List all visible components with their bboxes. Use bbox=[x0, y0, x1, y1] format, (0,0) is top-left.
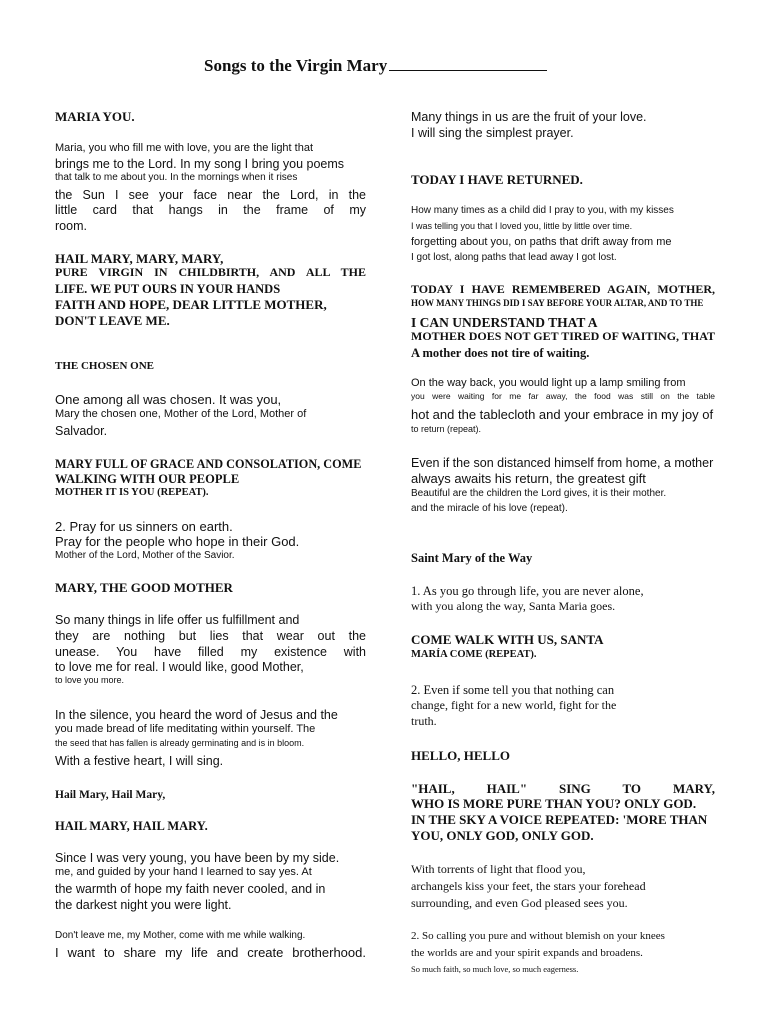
text-line: to return (repeat). bbox=[411, 424, 482, 434]
text-line: surrounding, and even God pleased sees you. bbox=[411, 896, 628, 910]
text-line: HOW MANY THINGS DID I SAY BEFORE YOUR ALTAR, AND TO THE bbox=[411, 298, 704, 308]
text-line: Many things in us are the fruit of your love. bbox=[411, 110, 647, 124]
text-line: I was telling you that I loved you, little by little over time. bbox=[411, 221, 633, 231]
text-line: On the way back, you would light up a lamp smiling from bbox=[411, 377, 686, 389]
text-line: Maria, you who fill me with love, you are the light that bbox=[55, 142, 314, 154]
text-line: with you along the way, Santa Maria goes. bbox=[411, 599, 616, 613]
text-line: you were waiting for me far away, the food was still on the table bbox=[411, 392, 715, 401]
text-line: PURE VIRGIN IN CHILDBIRTH, AND ALL THE bbox=[55, 266, 366, 279]
text-line: the worlds are and your spirit expands and broadens. bbox=[411, 947, 643, 959]
text-line: the darkest night you were light. bbox=[55, 898, 232, 912]
text-line: and the miracle of his love (repeat). bbox=[411, 503, 568, 514]
text-line: brings me to the Lord. In my song I bring you poems bbox=[55, 157, 345, 171]
text-line: Hail Mary, Hail Mary, bbox=[55, 789, 166, 801]
text-line: me, and guided by your hand I learned to say yes. At bbox=[55, 866, 312, 878]
text-line: always awaits his return, the greatest gift bbox=[411, 471, 646, 486]
text-line: Beautiful are the children the Lord gives, it is their mother. bbox=[411, 488, 667, 499]
text-line: THE CHOSEN ONE bbox=[55, 360, 155, 372]
text-line: Mary the chosen one, Mother of the Lord, Mother of bbox=[55, 408, 307, 420]
text-line: MARIA YOU. bbox=[55, 109, 135, 124]
text-line: they are nothing but lies that wear out the bbox=[55, 629, 366, 643]
text-line: MOTHER IT IS YOU (REPEAT). bbox=[55, 487, 209, 498]
text-line: hot and the tablecloth and your embrace in my joy of bbox=[411, 407, 714, 422]
text-line: Pray for the people who hope in their God. bbox=[55, 534, 300, 549]
text-line: 1. As you go through life, you are never alone, bbox=[411, 584, 644, 598]
text-line: HELLO, HELLO bbox=[411, 748, 510, 763]
text-line: So much faith, so much love, so much eagerness. bbox=[411, 964, 579, 974]
text-line: unease. You have filled my existence with bbox=[55, 645, 366, 659]
text-line: MARÍA COME (REPEAT). bbox=[411, 649, 537, 660]
text-line: TODAY I HAVE REMEMBERED AGAIN, MOTHER, bbox=[411, 283, 715, 296]
text-line: Don't leave me, my Mother, come with me while walking. bbox=[55, 930, 306, 941]
text-line: MARY, THE GOOD MOTHER bbox=[55, 580, 233, 595]
text-line: MOTHER DOES NOT GET TIRED OF WAITING, THAT bbox=[411, 330, 715, 343]
text-line: HAIL MARY, MARY, MARY, bbox=[55, 251, 224, 266]
text-line: little card that hangs in the frame of my bbox=[55, 203, 366, 217]
text-line: WALKING WITH OUR PEOPLE bbox=[55, 472, 240, 486]
text-line: One among all was chosen. It was you, bbox=[55, 392, 282, 407]
text-line: How many times as a child did I pray to you, with my kisses bbox=[411, 205, 674, 216]
text-line: 2. Pray for us sinners on earth. bbox=[55, 519, 233, 534]
text-line: DON'T LEAVE ME. bbox=[55, 313, 170, 328]
text-line: I want to share my life and create brotherhood. bbox=[55, 946, 366, 960]
page-title bbox=[204, 56, 547, 76]
text-line: change, fight for a new world, fight for the bbox=[411, 698, 617, 712]
title-underline bbox=[389, 56, 547, 71]
text-line: forgetting about you, on paths that drift away from me bbox=[411, 236, 672, 248]
text-line: I got lost, along paths that lead away I got lost. bbox=[411, 252, 617, 263]
text-line: YOU, ONLY GOD, ONLY GOD. bbox=[411, 828, 594, 843]
text-line: With a festive heart, I will sing. bbox=[55, 754, 224, 768]
text-line: to love me for real. I would like, good Mother, bbox=[55, 660, 304, 674]
text-line: In the silence, you heard the word of Jesus and the bbox=[55, 708, 338, 722]
text-line: With torrents of light that flood you, bbox=[411, 862, 586, 876]
text-line: I will sing the simplest prayer. bbox=[411, 126, 574, 140]
text-line: room. bbox=[55, 219, 87, 233]
text-line: "HAIL, HAIL" SING TO MARY, bbox=[411, 782, 715, 796]
text-line: MARY FULL OF GRACE AND CONSOLATION, COME bbox=[55, 457, 362, 471]
text-line: So many things in life offer us fulfillment and bbox=[55, 613, 300, 627]
text-line: archangels kiss your feet, the stars your forehead bbox=[411, 879, 646, 893]
text-line: TODAY I HAVE RETURNED. bbox=[411, 172, 583, 187]
text-line: the Sun I see your face near the Lord, in the bbox=[55, 188, 366, 202]
text-line: FAITH AND HOPE, DEAR LITTLE MOTHER, bbox=[55, 297, 327, 312]
text-line: LIFE. WE PUT OURS IN YOUR HANDS bbox=[55, 282, 281, 296]
text-line: I CAN UNDERSTAND THAT A bbox=[411, 315, 598, 330]
text-line: 2. So calling you pure and without blemish on your knees bbox=[411, 930, 665, 942]
text-line: truth. bbox=[411, 714, 437, 728]
text-line: that talk to me about you. In the mornings when it rises bbox=[55, 172, 298, 183]
text-line: IN THE SKY A VOICE REPEATED: 'MORE THAN bbox=[411, 812, 708, 827]
text-line: HAIL MARY, HAIL MARY. bbox=[55, 819, 208, 833]
text-line: Saint Mary of the Way bbox=[411, 551, 533, 565]
text-line: Mother of the Lord, Mother of the Savior. bbox=[55, 550, 235, 561]
text-line: the warmth of hope my faith never cooled, and in bbox=[55, 882, 326, 896]
text-line: COME WALK WITH US, SANTA bbox=[411, 632, 604, 647]
title-text: Songs to the Virgin Mary bbox=[204, 56, 388, 75]
text-line: to love you more. bbox=[55, 675, 125, 685]
text-line: you made bread of life meditating within yourself. The bbox=[55, 723, 316, 735]
text-line: Even if the son distanced himself from home, a mother bbox=[411, 456, 714, 470]
text-line: 2. Even if some tell you that nothing can bbox=[411, 683, 615, 697]
text-line: WHO IS MORE PURE THAN YOU? ONLY GOD. bbox=[411, 796, 697, 811]
text-line: Salvador. bbox=[55, 424, 108, 438]
text-line: the seed that has fallen is already germinating and is in bloom. bbox=[55, 738, 305, 748]
text-line: A mother does not tire of waiting. bbox=[411, 346, 590, 360]
text-line: Since I was very young, you have been by my side. bbox=[55, 851, 340, 865]
